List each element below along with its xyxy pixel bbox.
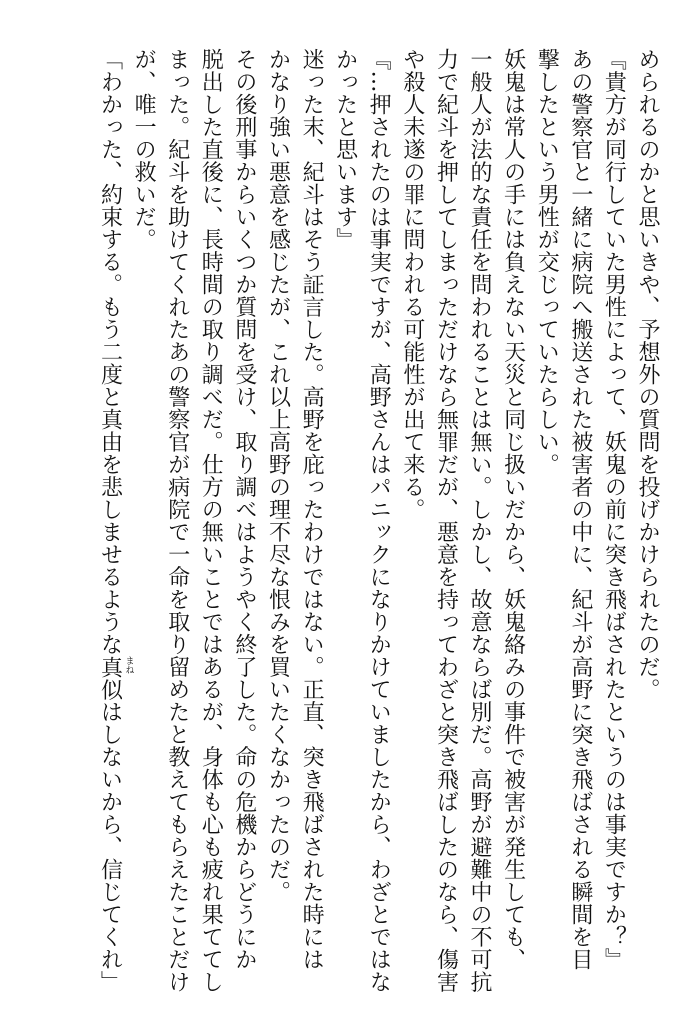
text-line: 力で紀斗を押してしまっただけなら無罪だが、悪意を持ってわざと突き飛ばしたのなら、傷害 (433, 48, 459, 993)
ruby-base-text: 真似 (97, 655, 123, 701)
text-line: 『…押されたのは事実ですが、高野さんはパニックになりかけていましたから、わざとではな (366, 48, 392, 993)
text-line: が、唯一の救いだ。 (131, 48, 157, 251)
text-line: 撃したという男性が交じっていたらしい。 (534, 48, 560, 476)
text-line: 迷った末、紀斗はそう証言した。高野を庇ったわけではない。正直、突き飛ばされた時には (299, 48, 325, 971)
text-line-last (93, 48, 134, 993)
text-line: 一般人が法的な責任を問われることは無い。しかし、故意ならば別だ。高野が避難中の不可抗 (467, 48, 493, 993)
vertical-text-body (93, 48, 664, 993)
text-line: かなり強い悪意を感じたが、これ以上高野の理不尽な恨みを買いたくなかったのだ。 (265, 48, 291, 903)
text-line: まった。紀斗を助けてくれたあの警察官が病院で一命を取り留めたと教えてもらえたことだけ (164, 48, 190, 993)
text-line: 『貴方が同行していた男性によって、妖鬼の前に突き飛ばされたというのは事実ですか？』 (601, 48, 627, 971)
text-line: あの警察官と一緒に病院へ搬送された被害者の中に、紀斗が高野に突き飛ばされる瞬間を目 (567, 48, 593, 971)
text-line: その後刑事からいくつか質問を受け、取り調べはようやく終了した。命の危機からどうにか (231, 48, 257, 971)
text-line: 脱出した直後に、長時間の取り調べだ。仕方の無いことではあるが、身体も心も疲れ果ててし (198, 48, 224, 993)
ruby-reading: まね (123, 655, 134, 674)
text-line: められるのかと思いきや、予想外の質問を投げかけられたのだ。 (635, 48, 660, 701)
text-line-last-head: 「わかった、約束する。もう二度と真由を悲しませるような (97, 48, 123, 656)
text-line-last-tail: はしないから、信じてくれ」 (97, 700, 123, 993)
text-line: 妖鬼は常人の手には負えない天災と同じ扱いだから、妖鬼絡みの事件で被害が発生しても、 (500, 48, 526, 971)
ruby-word (97, 655, 134, 701)
text-line: かったと思います』 (332, 48, 358, 251)
text-line: や殺人未遂の罪に問われる可能性が出て来る。 (399, 48, 425, 521)
